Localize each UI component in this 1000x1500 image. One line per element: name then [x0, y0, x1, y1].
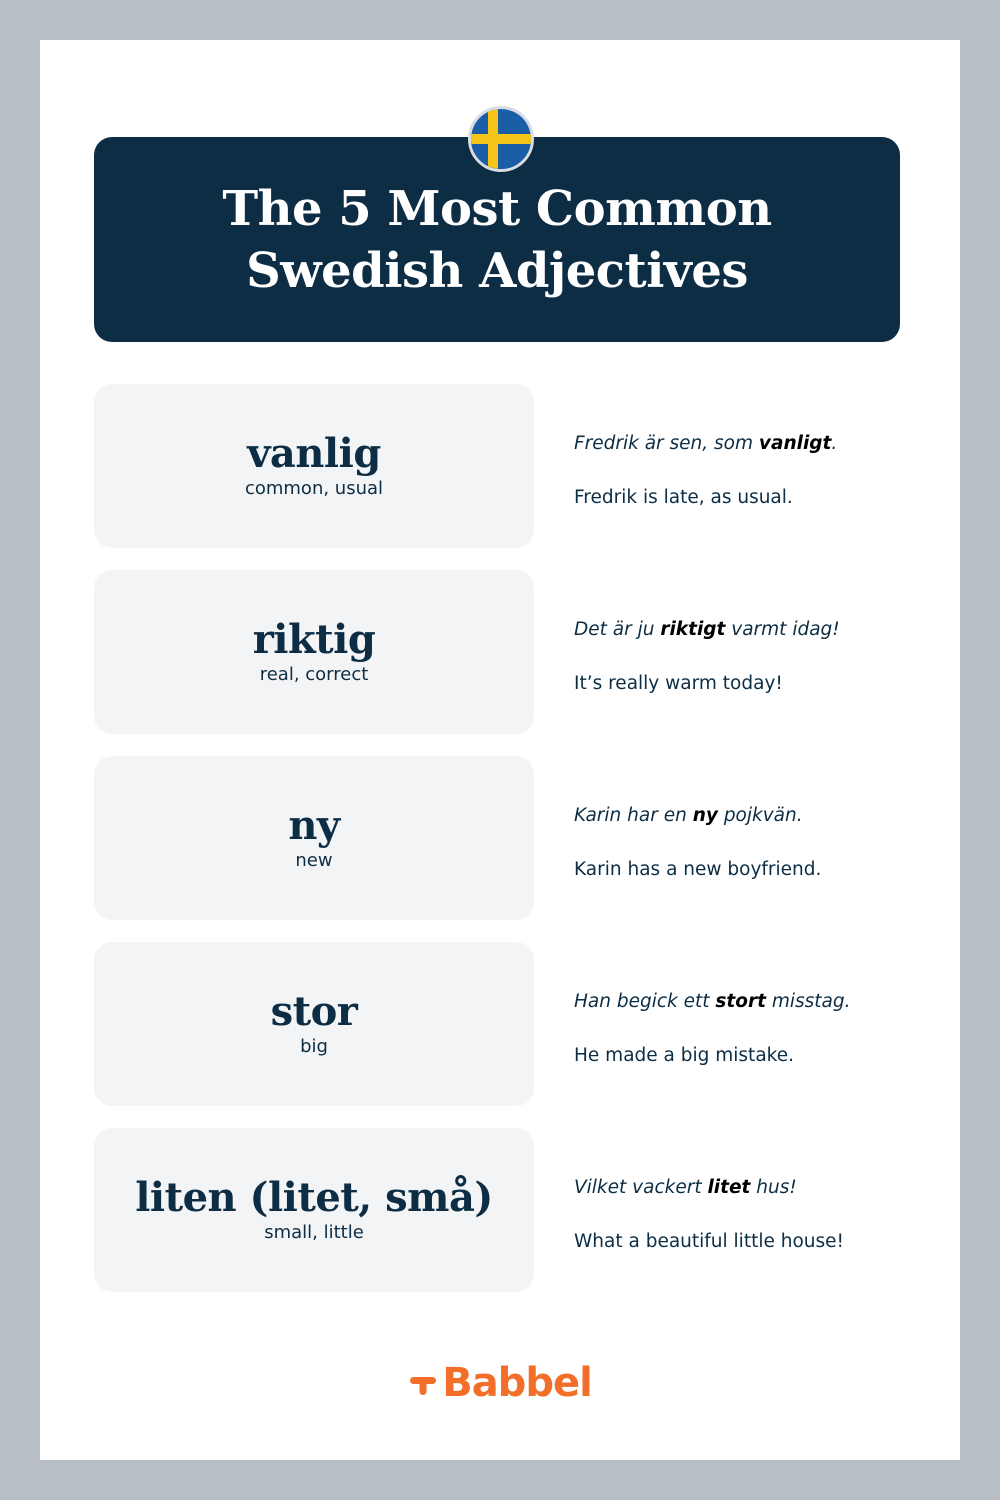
sweden-flag-icon — [468, 106, 534, 172]
example-highlight: stort — [715, 991, 766, 1012]
example-translation: Fredrik is late, as usual. — [574, 487, 793, 508]
adjective-row — [94, 942, 900, 1106]
example-highlight: ny — [692, 805, 718, 826]
brand-name: Babbel — [442, 1360, 592, 1406]
example-sentence — [574, 1176, 797, 1200]
example-text: Karin har en — [574, 805, 693, 826]
adjective-word: ny — [288, 802, 340, 849]
adjective-card — [94, 570, 534, 734]
adjective-card — [94, 384, 534, 548]
example-text: hus! — [750, 1177, 797, 1198]
example-translation: He made a big mistake. — [574, 1045, 794, 1066]
example-text: Han begick ett — [574, 991, 716, 1012]
example-text: pojkvän. — [717, 805, 803, 826]
adjective-row — [94, 1128, 900, 1292]
example-highlight: vanligt — [758, 433, 832, 454]
adjective-meaning: real, correct — [259, 664, 369, 685]
adjective-row — [94, 570, 900, 734]
example-text: Fredrik är sen, som — [574, 433, 759, 454]
adjective-word: vanlig — [247, 430, 381, 477]
example-text: misstag. — [765, 991, 851, 1012]
example-translation: What a beautiful little house! — [574, 1231, 844, 1252]
adjective-card — [94, 1128, 534, 1292]
adjective-meaning: big — [300, 1036, 328, 1057]
example-text: . — [831, 433, 838, 454]
adjective-card — [94, 756, 534, 920]
adjective-row — [94, 384, 900, 548]
example-sentence — [574, 432, 837, 456]
babbel-plus-icon — [408, 1366, 438, 1401]
adjective-meaning: small, little — [264, 1222, 364, 1243]
page-title-line-1: The 5 Most Common — [222, 180, 772, 237]
adjective-row — [94, 756, 900, 920]
example-translation: Karin has a new boyfriend. — [574, 859, 822, 880]
example-sentence — [574, 618, 840, 642]
page-title-line-2: Swedish Adjectives — [246, 242, 748, 299]
example-translation: It’s really warm today! — [574, 673, 783, 694]
example-text: Det är ju — [574, 619, 661, 640]
example-highlight: litet — [707, 1177, 751, 1198]
example-text: varmt idag! — [725, 619, 840, 640]
adjective-card — [94, 942, 534, 1106]
example-text: Vilket vackert — [574, 1177, 708, 1198]
example-highlight: riktigt — [660, 619, 726, 640]
example-sentence — [574, 990, 851, 1014]
adjective-word: liten (litet, små) — [135, 1174, 493, 1221]
example-sentence — [574, 804, 803, 828]
adjective-meaning: common, usual — [244, 478, 384, 499]
babbel-logo — [40, 1355, 960, 1411]
adjective-meaning: new — [295, 850, 333, 871]
adjective-word: riktig — [252, 616, 376, 663]
infographic-page — [40, 40, 960, 1460]
adjective-word: stor — [270, 988, 358, 1035]
